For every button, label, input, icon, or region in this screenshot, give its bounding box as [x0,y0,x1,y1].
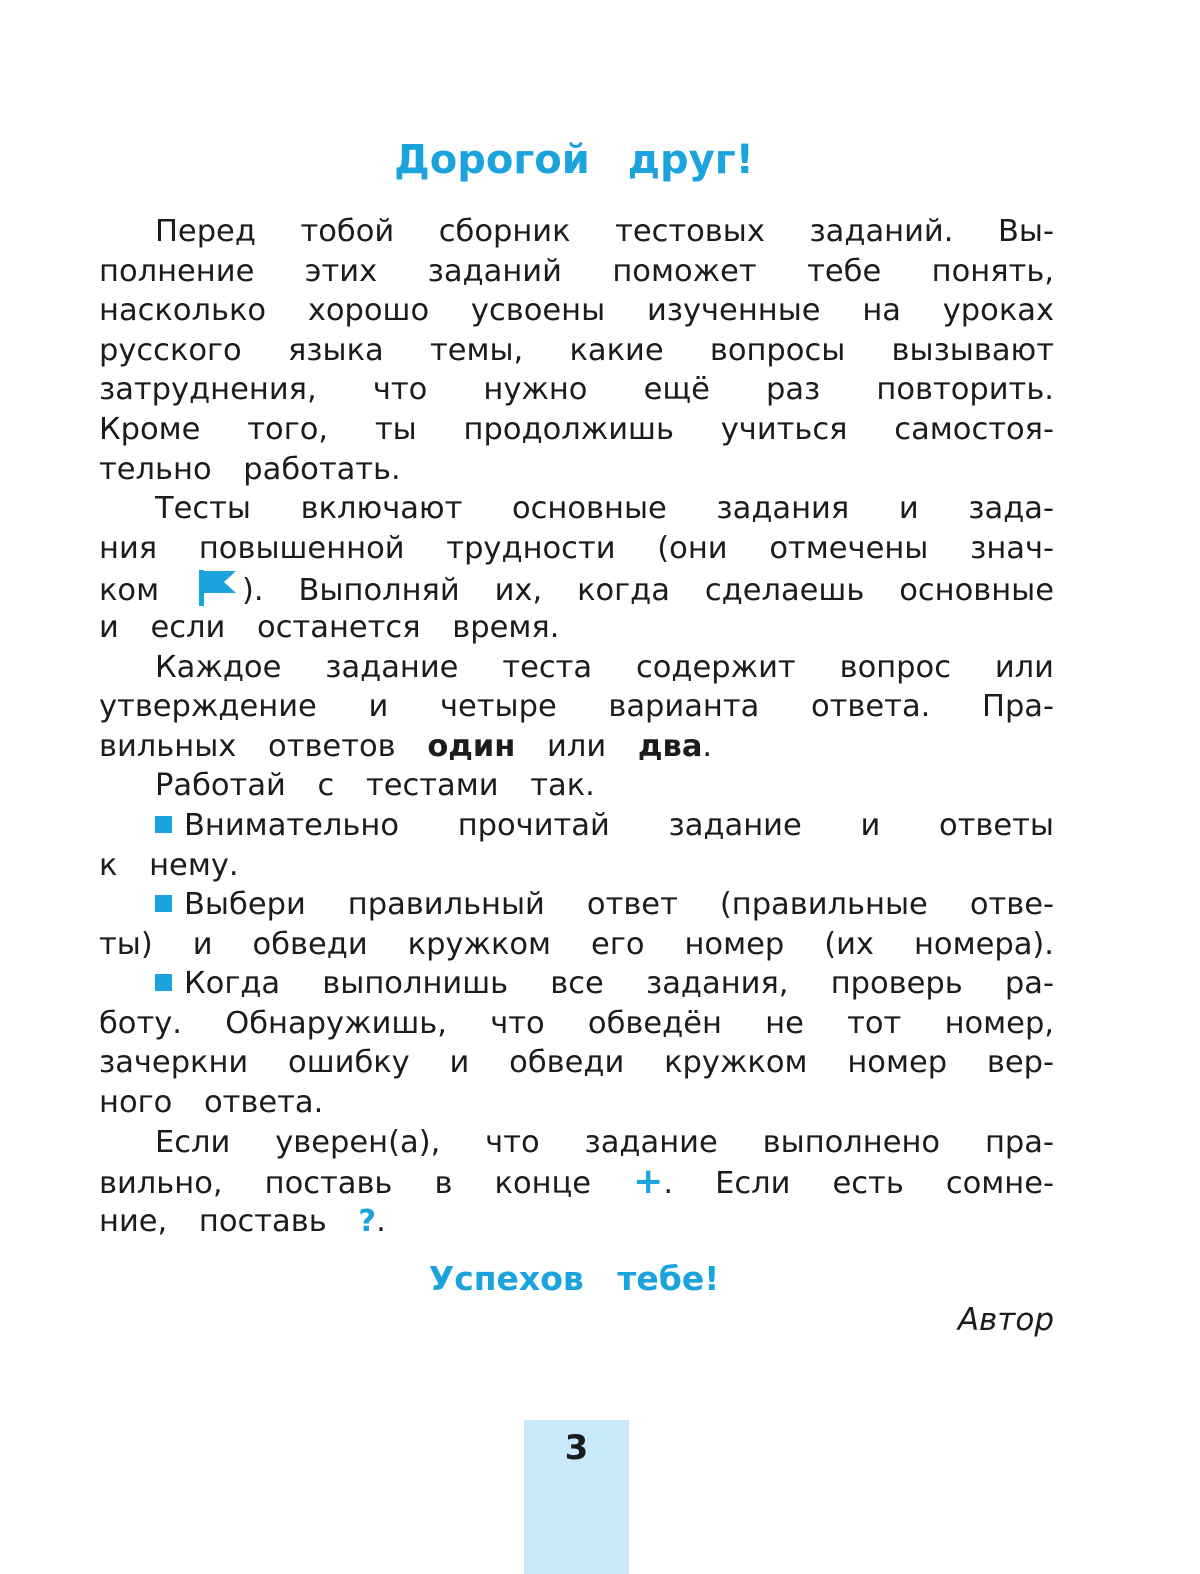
text-line: тельно работать. [99,451,401,487]
text-line [99,568,1054,608]
page-number: 3 [564,1428,589,1468]
square-bullet-icon [155,895,172,912]
plus-icon: + [633,1161,664,1203]
text-fragment: . Если есть сомне- [663,1166,1055,1202]
text-line: полнение этих заданий поможет тебе понять, [99,253,1054,289]
text-line: и если останется время. [99,609,560,645]
text-fragment: ние, поставь [99,1203,327,1239]
text-line [99,1162,1054,1202]
text-line: зачеркни ошибку и обведи кружком номер вер- [99,1045,1054,1081]
text-fragment: ком [99,573,160,609]
text-fragment: ). Выполняй их, когда сделаешь основные [242,573,1054,609]
text-line: насколько хорошо усвоены изученные на уроках [99,293,1054,329]
text-line: утверждение и четыре варианта ответа. Пра- [99,689,1054,725]
text-fragment: Когда выполнишь все задания, проверь ра- [184,966,1054,1002]
bold-word: один [427,728,516,764]
text-line: ния повышенной трудности (они отмечены знач- [99,530,1054,566]
body-text [99,212,1054,1241]
text-line: боту. Обнаружишь, что обведён не тот номер, [99,1005,1054,1041]
text-line [99,727,1054,767]
text-fragment: вильно, поставь в конце [99,1166,592,1202]
flag-icon [196,568,240,608]
author-signature: Автор [957,1302,1054,1338]
text-line: Работай с тестами так. [155,768,595,804]
text-line: Каждое задание теста содержит вопрос или [155,649,1054,685]
bullet-line [99,806,1054,846]
text-line: Если уверен(а), что задание выполнено пра- [155,1124,1054,1160]
bullet-line [99,885,1054,925]
text-fragment: вильных ответов [99,728,396,764]
bullet-line [99,964,1054,1004]
page-title: Дорогой друг! [394,137,754,183]
closing-wish: Успехов тебе! [428,1259,720,1298]
text-line: Тесты включают основные задания и зада- [155,491,1054,527]
text-line: затруднения, что нужно ещё раз повторить. [99,372,1054,408]
square-bullet-icon [155,816,172,833]
question-mark-icon: ? [358,1203,377,1239]
text-line: русского языка темы, какие вопросы вызывают [99,332,1054,368]
text-fragment: . [376,1203,386,1239]
text-fragment: Выбери правильный ответ (правильные отве- [184,887,1054,923]
text-line: Перед тобой сборник тестовых заданий. Вы- [155,214,1054,249]
text-fragment: Внимательно прочитай задание и ответы [184,807,1054,843]
text-line: ного ответа. [99,1085,324,1121]
text-line: к нему. [99,847,239,883]
text-fragment: . [702,728,713,764]
page-number-tab [524,1420,629,1574]
text-fragment: или [547,728,607,764]
text-line [99,1202,1054,1242]
text-line: ты) и обведи кружком его номер (их номера). [99,926,1054,962]
square-bullet-icon [155,974,172,991]
text-line: Кроме того, ты продолжишь учиться самостоя- [99,411,1054,447]
bold-word: два [637,728,703,764]
